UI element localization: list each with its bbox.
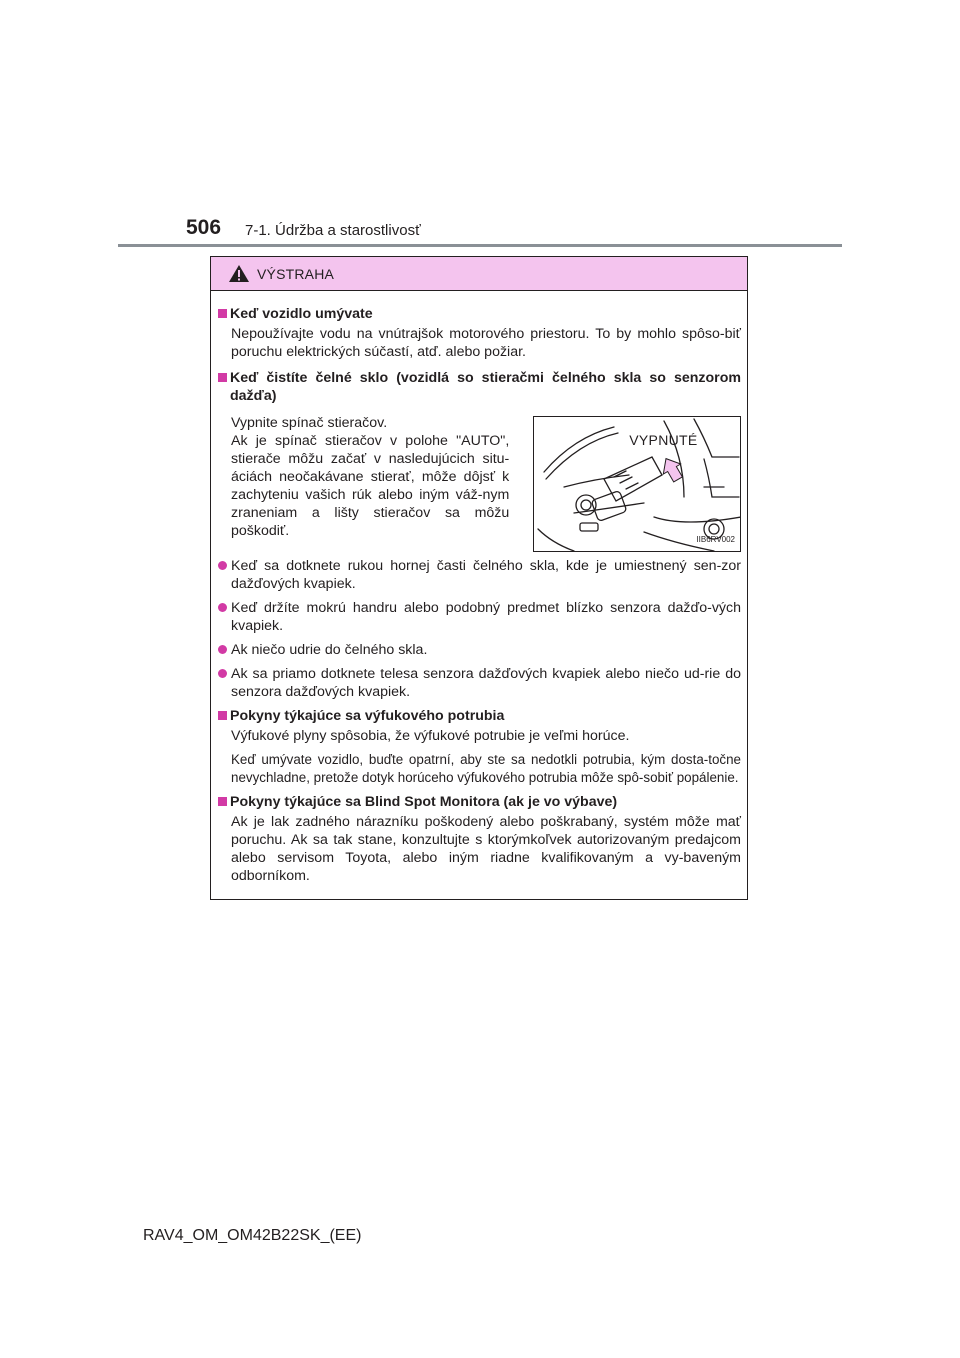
document-code: RAV4_OM_OM42B22SK_(EE) (143, 1227, 362, 1244)
list-item: Keď sa dotknete rukou hornej časti čelného skla, kde je umiestnený sen-zor dažďových kvapiek. (218, 557, 741, 593)
circle-bullet-icon (218, 603, 227, 612)
list-item: Ak niečo udrie do čelného skla. (218, 641, 741, 659)
warning-box (210, 256, 748, 900)
circle-bullet-icon (218, 645, 227, 654)
warning-header (211, 257, 747, 291)
section-text: Keď umývate vozidlo, buďte opatrní, aby ste sa nedotkli potrubia, kým dosta-točne nevychladne, pretože dotyk horúceho výfukového potrubia môže spô-sobiť popálenie. (231, 752, 741, 785)
section-title: Keď vozidlo umývate (218, 305, 741, 323)
chapter-title: 7-1. Údržba a starostlivosť (245, 222, 421, 239)
section-text: Výfukové plyny spôsobia, že výfukové potrubie je veľmi horúce. (231, 728, 630, 744)
square-bullet-icon (218, 711, 227, 720)
list-item: Keď držíte mokrú handru alebo podobný predmet blízko senzora dažďo-vých kvapiek. (218, 599, 741, 635)
header-rule (118, 244, 842, 247)
list-item: Ak sa priamo dotknete telesa senzora dažďových kvapiek alebo niečo ud-rie do senzora dažďových kvapiek. (218, 665, 741, 701)
square-bullet-icon (218, 373, 227, 382)
square-bullet-icon (218, 797, 227, 806)
section-text: Vypnite spínač stieračov. Ak je spínač stieračov v polohe "AUTO", stierače môžu začať v nasledujúcich situ-áciách neočakávane stierať, môže dôjsť k zachyteniu vašich rúk alebo iným váž-nym zraneniam a lišty stieračov sa môžu poškodiť. (231, 415, 510, 539)
wiper-instruction-row (218, 414, 741, 552)
section-title: Keď čistíte čelné sklo (vozidlá so stieračmi čelného skla so senzorom dažďa) (218, 369, 741, 405)
section-text: Nepoužívajte vodu na vnútrajšok motorového priestoru. To by mohlo spôso-biť poruchu elektrických súčastí, atď. alebo požiar. (231, 326, 741, 360)
figure-code: IIB6RV002 (696, 535, 735, 544)
square-bullet-icon (218, 309, 227, 318)
section-title: Pokyny týkajúce sa Blind Spot Monitora (ak je vo výbave) (218, 793, 741, 811)
circle-bullet-icon (218, 561, 227, 570)
warning-triangle-icon (228, 264, 250, 283)
warning-title: VÝSTRAHA (257, 265, 335, 282)
figure-label: VYPNUTÉ (629, 432, 698, 448)
page-number: 506 (186, 216, 222, 239)
warning-content (211, 291, 747, 885)
section-text: Ak je lak zadného nárazníku poškodený alebo poškrabaný, systém môže mať poruchu. Ak sa tak stane, konzultujte s ktorýmkoľvek autorizovaným predajcom alebo servisom Toyota, alebo iným riadne kvalifikovaným a vy-baveným odborníkom. (231, 814, 741, 884)
circle-bullet-icon (218, 669, 227, 678)
wiper-switch-figure (533, 416, 741, 552)
section-title: Pokyny týkajúce sa výfukového potrubia (218, 707, 741, 725)
